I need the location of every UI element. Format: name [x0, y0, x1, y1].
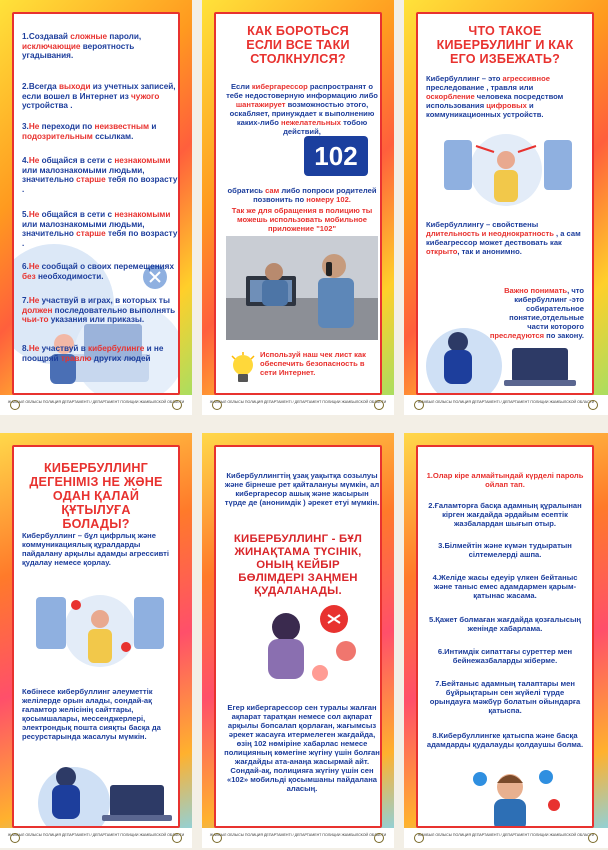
police-seal-icon: [172, 400, 182, 410]
kz-tip-6: 6.Интимдік сипаттағы суреттер мен бейнежазбаларды жіберме.: [437, 647, 573, 665]
panel-4-card: [12, 445, 180, 828]
tip-5: 5.Не общайся в сети с незнакомыми или малознакомыми людьми, значительно старше тебя по возрасту .: [22, 210, 178, 248]
panel-5-title: КИБЕРБУЛЛИНГ - БҰЛ ЖИНАҚТАМА ТҮСІНІК, ОНЫҢ КЕЙБІР БӨЛІМДЕРІ ЗАҢМЕН ҚУДАЛАНАДЫ.: [233, 533, 363, 597]
panel-3-what-is-cyberbullying: [404, 0, 608, 415]
kz-tip-3: 3.Білмейтін және күмән тудыратын сілтемелерді ашпа.: [438, 541, 572, 559]
panel-3-text-3: Важно понимать, что кибербуллинг -это собирательное понятие,отдельные части которого преследуются по закону.: [489, 286, 584, 340]
panel-4-text-1: Кибербуллинг – бұл цифрлық және коммуникациялық құралдарды пайдалану арқылы адамды агрессивті қудалау немесе қорлау.: [22, 531, 170, 567]
kz-tip-1: 1.Олар кіре алмайтындай күрделі пароль ойлап тап.: [426, 471, 584, 489]
phones-illustration: [28, 587, 172, 671]
panel-4-text-2: Көбінесе кибербуллинг әлеуметтік желілерде орын алады, сондай-ақ ғаламтор желісінің сайттары, қосымшалары, мессенджерлері, электрондық пошта сияқты басқа да ресурстарында жасалуы мүмкін.: [22, 687, 161, 741]
panel-footer: ЖАМБЫЛ ОБЛЫСЫ ПОЛИЦИЯ ДЕПАРТАМЕНТІ / ДЕПАРТАМЕНТ ПОЛИЦИИ ЖАМБЫЛСКОЙ ОБЛАСТИ: [202, 395, 394, 415]
panel-5-text-1: Кибербуллингтің ұзақ уақытқа созылуы және бірнеше рет қайталануы мүмкін, ал кибергаресор ашық және жасырын түрде де (анонимдік ) әрекет етуі мүмкін.: [224, 471, 380, 507]
panel-4-kz-definition: [0, 433, 192, 848]
panel-2-text-2: обратись сам либо попроси родителей позвонить по номеру 102.: [227, 186, 377, 204]
kz-tip-2: 2.Ғаламторға басқа адамның құралынан кірген жағдайда әрдайым есептік жазбалардан шығып отыр.: [428, 501, 582, 528]
police-seal-icon: [374, 400, 384, 410]
crying-girl-illustration: [238, 597, 366, 693]
sad-teen-laptop-illustration: [24, 751, 176, 828]
number-102-badge: 102: [304, 136, 368, 176]
police-seal-icon: [10, 833, 20, 843]
lightbulb-icon: [230, 352, 256, 386]
panel-footer: ЖАМБЫЛ ОБЛЫСЫ ПОЛИЦИЯ ДЕПАРТАМЕНТІ / ДЕПАРТАМЕНТ ПОЛИЦИИ ЖАМБЫЛСКОЙ ОБЛАСТИ: [404, 828, 608, 848]
panel-2-title: КАК БОРОТЬСЯ ЕСЛИ ВСЕ ТАКИ СТОЛКНУЛСЯ?: [246, 24, 350, 66]
boy-with-phone-illustration: [458, 765, 568, 828]
police-seal-icon: [588, 833, 598, 843]
tip-2: 2.Всегда выходи из учетных записей, если вошел в Интернет из чужого устройства .: [22, 82, 176, 111]
police-seal-icon: [414, 400, 424, 410]
panel-2-text-1: Если кибергарессор распространят о тебе недостоверную информацию либо шантажирует возможностью этого, оскабляет, принуждает к выполнению каких-либо нежелательных тобою действий,: [226, 82, 378, 136]
tip-4: 4.Не общайся в сети с незнакомыми или малознакомыми людьми, значительно старше тебя по возрасту .: [22, 156, 178, 194]
police-seal-icon: [212, 833, 222, 843]
panel-2-how-to-fight: [202, 0, 394, 415]
police-seal-icon: [172, 833, 182, 843]
panel-footer: ЖАМБЫЛ ОБЛЫСЫ ПОЛИЦИЯ ДЕПАРТАМЕНТІ / ДЕПАРТАМЕНТ ПОЛИЦИИ ЖАМБЫЛСКОЙ ОБЛАСТИ: [0, 395, 192, 415]
panel-1-card: [12, 12, 180, 395]
police-seal-icon: [10, 400, 20, 410]
police-seal-icon: [212, 400, 222, 410]
panel-5-text-2: Егер кибергарессор сен туралы жалған ақпарат таратқан немесе сол ақпарат арқылы бопсалап қорлаған, жағымсыз әрекет жасауға итермелеген жағдайда, өзің 102 нөміріне хабарлас немесе полицияның көмегіне жүгіну үшін болған жағдайды ата-анаңа жасырмай айт. Сондай-ақ, полицияға жүгіну үшін сен «102» мобильді қосымшаны пайдалана аласың.: [224, 703, 380, 793]
kz-tip-5: 5.Қажет болмаған жағдайда қозғалысың женінде хабарлама.: [428, 615, 582, 633]
panel-footer: ЖАМБЫЛ ОБЛЫСЫ ПОЛИЦИЯ ДЕПАРТАМЕНТІ / ДЕПАРТАМЕНТ ПОЛИЦИИ ЖАМБЫЛСКОЙ ОБЛАСТИ: [202, 828, 394, 848]
police-seal-icon: [414, 833, 424, 843]
phones-illustration: [436, 126, 576, 208]
panel-6-card: [416, 445, 594, 828]
panel-3-text-1: Кибербуллинг – это агрессивное преследование , травля или оскорбление человека посредством использования цифровых и коммуникационных устройств.: [426, 74, 564, 119]
panel-footer: ЖАМБЫЛ ОБЛЫСЫ ПОЛИЦИЯ ДЕПАРТАМЕНТІ / ДЕПАРТАМЕНТ ПОЛИЦИИ ЖАМБЫЛСКОЙ ОБЛАСТИ: [0, 828, 192, 848]
kz-tip-8: 8.Кибербуллингке қатыспа және басқа адамдарды қудалауды қолдаушы болма.: [426, 731, 584, 749]
panel-5-kz-collective-concept: [202, 433, 394, 848]
kz-tip-4: 4.Желіде жасы едеуір үлкен бейтаныс және таныс емес адамдармен қарым-қатынас жасама.: [432, 573, 578, 600]
tip-1: 1.Создавай сложные пароли, исключающие вероятность угадывания.: [22, 32, 142, 61]
police-seal-icon: [374, 833, 384, 843]
kz-tip-7: 7.Бейтаныс адамның талаптары мен бұйрықтарын сен жүйелі түрде орындауға мәжбүр болатын ойындарға қатыспа.: [429, 679, 581, 715]
panel-6-kz-tips: [404, 433, 608, 848]
panel-footer: ЖАМБЫЛ ОБЛЫСЫ ПОЛИЦИЯ ДЕПАРТАМЕНТІ / ДЕПАРТАМЕНТ ПОЛИЦИИ ЖАМБЫЛСКОЙ ОБЛАСТИ: [404, 395, 608, 415]
tip-6: 6.Не сообщай о своих перемещениях без необходимости.: [22, 262, 175, 281]
panel-4-title: КИБЕРБУЛЛИНГ ДЕГЕНІМІЗ НЕ ЖӘНЕ ОДАН ҚАЛАЙ ҚҰТЫЛУҒА БОЛАДЫ?: [29, 461, 163, 531]
tip-8: 8.Не участвуй в кибербулинге и не поощряй травлю других людей: [22, 344, 164, 363]
police-seal-icon: [588, 400, 598, 410]
panel-2-card: [214, 12, 382, 395]
tip-3: 3.Не переходи по неизвестным и подозрительным ссылкам.: [22, 122, 157, 141]
tip-7: 7.Не участвуй в играх, в которых ты должен последовательно выполнять чьи-то указания или приказы.: [22, 296, 176, 325]
panel-3-title: ЧТО ТАКОЕ КИБЕРБУЛИНГ И КАК ЕГО ИЗБЕЖАТЬ?: [436, 24, 574, 66]
panel-2-text-3: Так же для обращения в полицию ты можешь использовать мобильное приложение "102": [231, 206, 373, 233]
police-officers-photo: [226, 236, 378, 340]
panel-3-card: [416, 12, 594, 395]
sad-teen-laptop-illustration: [424, 314, 584, 394]
panel-3-text-2: Кибербуллингу – свойствены длительность и неоднократность , а сам кибеагрессор может дествовать как открыто, так и анонимно.: [426, 220, 581, 256]
panel-2-text-4: Используй наш чек лист как обеспечить безопасность в сети Интернет.: [260, 350, 366, 377]
panel-1-safety-tips: [0, 0, 192, 415]
panel-5-card: [214, 445, 382, 828]
